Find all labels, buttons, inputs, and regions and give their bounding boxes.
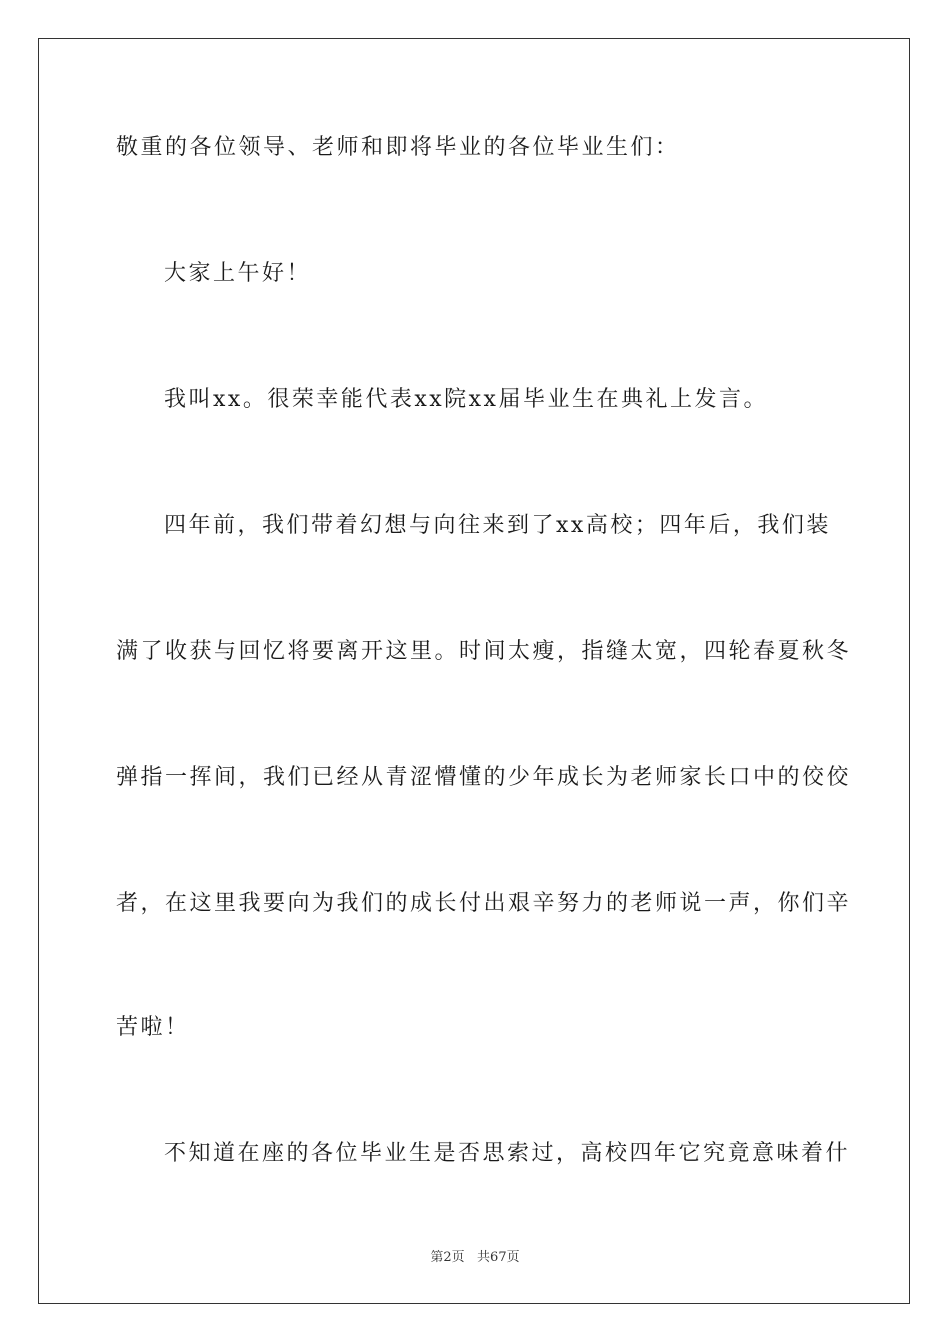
greeting-line: 大家上午好！	[164, 261, 312, 286]
page-frame	[38, 38, 910, 1304]
body-line: 弹指一挥间，我们已经从青涩懵懂的少年成长为老师家长口中的佼佼	[116, 765, 852, 790]
body-line: 者，在这里我要向为我们的成长付出艰辛努力的老师说一声，你们辛	[116, 891, 852, 916]
page-number-footer: 第2页 共67页	[430, 1250, 520, 1265]
body-line: 四年前，我们带着幻想与向往来到了xx高校；四年后，我们装	[164, 513, 831, 538]
body-line: 苦啦！	[116, 1015, 190, 1040]
introduction-line: 我叫xx。很荣幸能代表xx院xx届毕业生在典礼上发言。	[164, 387, 768, 412]
body-line: 满了收获与回忆将要离开这里。时间太瘦，指缝太宽，四轮春夏秋冬	[116, 639, 852, 664]
body-line: 不知道在座的各位毕业生是否思索过，高校四年它究竟意味着什	[164, 1141, 851, 1166]
salutation-line: 敬重的各位领导、老师和即将毕业的各位毕业生们：	[116, 135, 680, 160]
